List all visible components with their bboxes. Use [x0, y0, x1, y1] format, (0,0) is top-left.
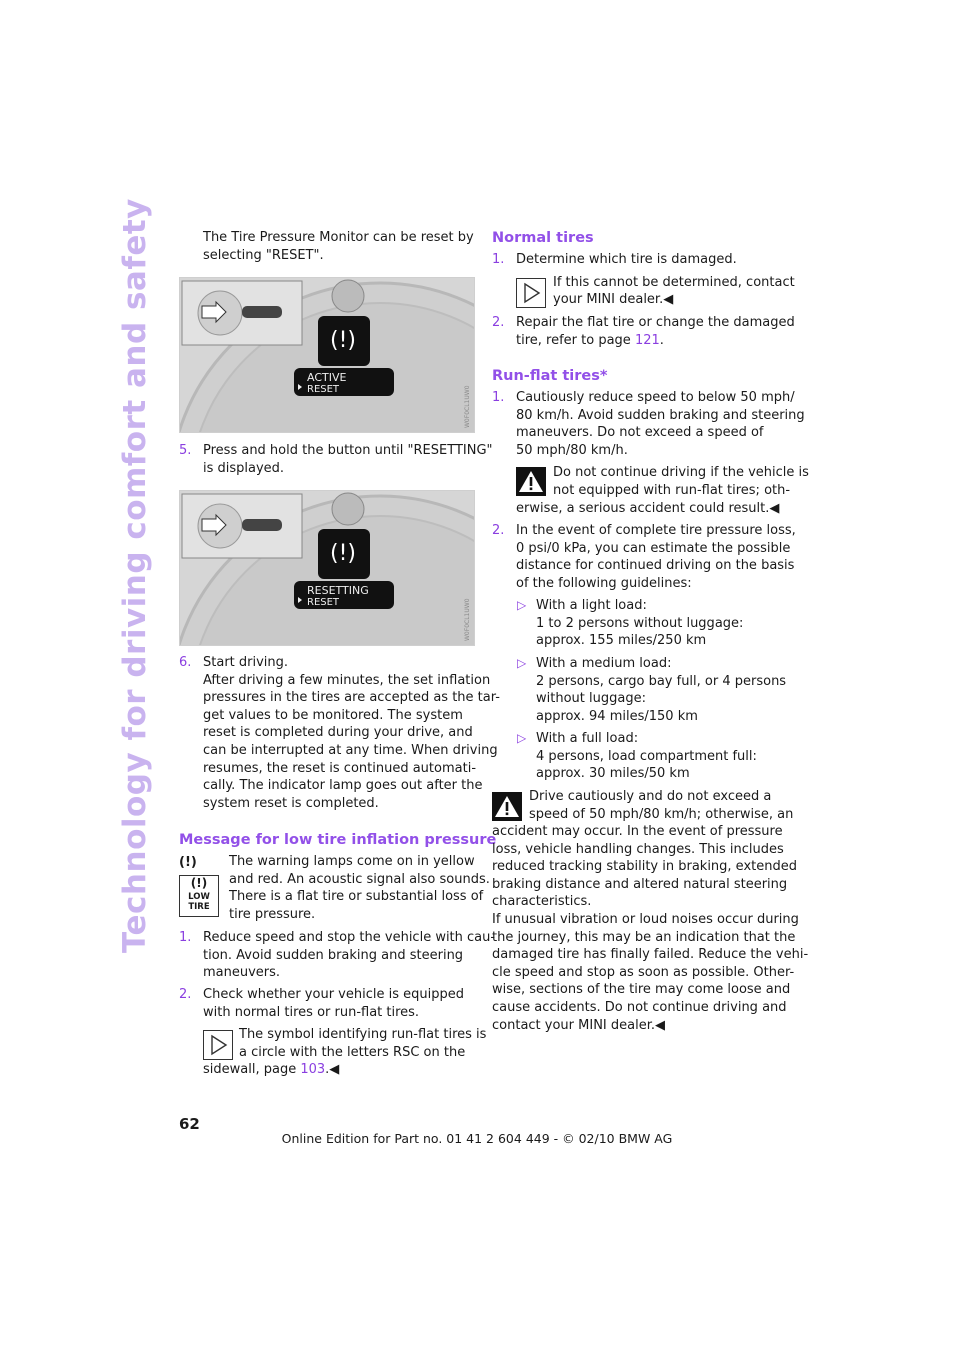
side-chapter-title: Technology for driving comfort and safety	[117, 198, 153, 953]
intro-text: The Tire Pressure Monitor can be reset by selecting "RESET".	[203, 230, 474, 263]
display-line1: RESETTING	[307, 584, 369, 597]
bullet-arrow-icon: ▷	[517, 598, 527, 612]
display-line2: RESET	[307, 597, 340, 608]
step-number: 5.	[179, 443, 192, 458]
warning-line: not equipped with run-flat tires; oth-	[553, 483, 791, 498]
edition-footer: Online Edition for Part no. 01 41 2 604 449 - © 02/10 BMW AG	[281, 1131, 673, 1146]
note-icon	[516, 278, 546, 308]
bullet-item: With a full load: 4 persons, load compartment full: approx. 30 miles/50 km	[536, 731, 757, 782]
step-number: 2.	[492, 315, 505, 330]
note-icon	[203, 1030, 233, 1060]
section-heading-normal-tires: Normal tires	[492, 230, 594, 246]
note-line: your MINI dealer.◀	[553, 292, 674, 307]
bullet-item: With a light load: 1 to 2 persons without luggage: approx. 155 miles/250 km	[536, 598, 744, 649]
step5-text: Press and hold the button until "RESETTING" is displayed.	[203, 443, 493, 476]
note-line: If this cannot be determined, contact	[553, 275, 795, 290]
step-number: 2.	[179, 987, 192, 1002]
step-number: 1.	[492, 390, 505, 405]
figure-code: W0F0CL1UW0	[464, 385, 471, 428]
display-line1: ACTIVE	[307, 371, 347, 384]
figure-active-reset	[179, 277, 475, 433]
tire-warning-icon: (!)	[330, 328, 356, 353]
step-number: 2.	[492, 523, 505, 538]
section-heading-low-pressure: Message for low tire inflation pressure	[179, 832, 497, 848]
bullet-arrow-icon: ▷	[517, 656, 527, 670]
page-number: 62	[179, 1115, 200, 1133]
step6-text: Start driving. After driving a few minutes, the set inflation pressures in the tires are accepted as the tar- get values to be monitored. The system reset is completed during your drive, and can be interrupted at any time. When driving resumes, the reset is continued automati- cally. The indicator lamp goes out after the system reset is completed.	[203, 655, 500, 811]
tire-warning-icon: (!)	[330, 541, 356, 566]
page-link[interactable]: 121	[634, 332, 660, 348]
r2-text: In the event of complete tire pressure loss, 0 psi/0 kPa, you can estimate the possible distance for continued driving on the basis of the following guidelines:	[516, 523, 796, 591]
step-number: 1.	[492, 252, 505, 267]
bullet-arrow-icon: ▷	[517, 731, 527, 745]
bullet-item: With a medium load: 2 persons, cargo bay full, or 4 persons without luggage: approx. 94 miles/150 km	[536, 656, 787, 724]
step1-text: Reduce speed and stop the vehicle with cau- tion. Avoid sudden braking and steering maneuvers.	[203, 930, 496, 981]
step2-text: Check whether your vehicle is equipped with normal tires or run-flat tires.	[203, 987, 464, 1020]
section-heading-run-flat: Run-flat tires*	[492, 368, 608, 384]
note-line: a circle with the letters RSC on the	[239, 1045, 466, 1060]
n1-text: Determine which tire is damaged.	[516, 252, 737, 267]
warning-paragraph: accident may occur. In the event of pressure loss, vehicle handling changes. This includes reduced tracking stability in braking, extended braking distance and altered natural steering characteristics. If unusual vibration or loud noises occur during the journey, this may be an indication that the damaged tire has finally failed. Reduce the vehi- cle speed and stop as soon as possible. Other- wise, sections of the tire may come loose and cause accidents. Do not continue driving and contact your MINI dealer.◀	[492, 824, 809, 1033]
step-number: 1.	[179, 930, 192, 945]
note-line: sidewall, page 103.◀	[203, 1062, 340, 1077]
warning-line: Do not continue driving if the vehicle is	[553, 465, 809, 480]
n2-text: Repair the flat tire or change the damaged tire, refer to page 121.	[516, 315, 795, 348]
figure-resetting	[179, 490, 475, 646]
figure-code: W0F0CL1UW0	[464, 598, 471, 641]
low-pressure-description: The warning lamps come on in yellow and red. An acoustic signal also sounds. There is a flat tire or substantial loss of tire pressure.	[229, 854, 490, 922]
warning-line: Drive cautiously and do not exceed a	[529, 789, 772, 804]
display-line2: RESET	[307, 384, 340, 395]
r1-text: Cautiously reduce speed to below 50 mph/ 80 km/h. Avoid sudden braking and steering maneuvers. Do not exceed a speed of 50 mph/80 km/h.	[516, 390, 805, 458]
warning-line: speed of 50 mph/80 km/h; otherwise, an	[529, 807, 794, 822]
step-number: 6.	[179, 655, 192, 670]
note-line: The symbol identifying run-flat tires is	[239, 1027, 487, 1042]
warning-line: erwise, a serious accident could result.◀	[516, 501, 780, 516]
warning-icon	[516, 467, 546, 496]
low-tire-icon: (!) LOW TIRE	[179, 875, 219, 917]
page-link[interactable]: 103	[300, 1062, 326, 1077]
warning-icon	[492, 792, 522, 821]
tire-pressure-lamp-icon: (!)	[179, 855, 197, 870]
